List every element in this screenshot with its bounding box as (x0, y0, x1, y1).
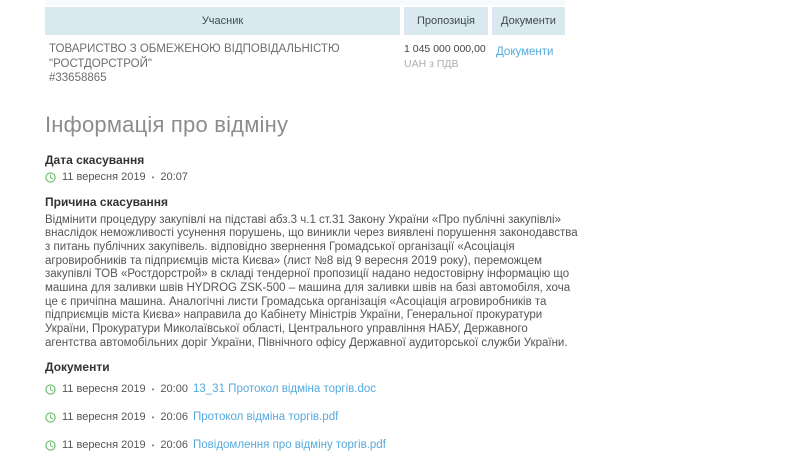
clock-icon (45, 440, 56, 451)
clock-icon (45, 384, 56, 395)
document-link[interactable]: Протокол відміна торгів.pdf (193, 410, 339, 423)
document-row (45, 439, 800, 452)
document-time: 20:00 (160, 382, 188, 395)
participant-name: ТОВАРИСТВО З ОБМЕЖЕНОЮ ВІДПОВІДАЛЬНІСТЮ "РОСТДОРСТРОЙ" (49, 43, 340, 70)
column-header-documents: Документи (492, 7, 565, 35)
document-time: 20:06 (160, 410, 188, 423)
proposal-amount: 1 045 000 000,00 (404, 43, 486, 55)
column-header-participant: Учасник (45, 7, 400, 35)
cancellation-date-row (45, 171, 800, 184)
dot-separator: • (151, 440, 155, 450)
document-link[interactable]: 13_31 Протокол відміна торгів.doc (193, 382, 377, 395)
clock-icon (45, 412, 56, 423)
document-link[interactable]: Повідомлення про відміну торгів.pdf (193, 438, 386, 451)
dot-separator: • (151, 384, 155, 394)
proposal-currency: UAH з ПДВ (404, 57, 459, 70)
document-date: 11 вересня 2019 (62, 410, 146, 423)
documents-cell (492, 42, 565, 86)
participant-cell (45, 42, 400, 86)
document-meta (45, 439, 193, 452)
column-header-proposal: Пропозиція (404, 7, 488, 35)
document-date: 11 вересня 2019 (62, 438, 146, 451)
dot-separator: • (151, 172, 155, 182)
participant-documents-link[interactable]: Документи (496, 46, 554, 58)
cancellation-time: 20:07 (160, 170, 188, 183)
cancellation-reason-text: Відмінити процедуру закупівлі на підставі абз.3 ч.1 ст.31 Закону України «Про публічні закупівлі» внаслідок неможливості усунення порушень, що виникли через виявлені порушення законодавства з питань публічних закупівель. відповідно звернення Громадської організації «Асоціація агровиробників та підприємців міста Києва» (лист №8 від 9 вересня 2019 року), переможцем закупівлі ТОВ «Ростдорстрой» в складі тендерної пропозиції надано недостовірну інформацію що машина для заливки швів HYDROG ZSK-500 – машина для заливки швів на базі автомобіля, хоча це є причіпна машина. Аналогічні листи Громадська організація «Асоціація агровиробників та підприємців міста Києва» направила до Кабінету Міністрів України, Генеральної прокуратури України, Прокуратури Миколаївської області, Центрального управління НАБУ, Державного агентства автомобільних доріг України, Північного офісу Державної аудиторської служби України. (45, 213, 578, 349)
document-meta (45, 383, 193, 396)
page-title: Інформація про відміну (45, 111, 289, 137)
cancellation-date: 11 вересня 2019 (62, 170, 146, 183)
document-date: 11 вересня 2019 (62, 382, 146, 395)
document-time: 20:06 (160, 438, 188, 451)
cancellation-reason-label: Причина скасування (45, 194, 169, 209)
clock-icon (45, 172, 56, 183)
participant-id: #33658865 (49, 72, 107, 84)
table-top-edge (45, 0, 565, 5)
document-row (45, 383, 800, 396)
documents-section-label: Документи (45, 359, 110, 374)
participants-table-header (45, 7, 565, 35)
proposal-cell (404, 42, 488, 86)
table-row (45, 35, 565, 86)
dot-separator: • (151, 412, 155, 422)
cancellation-date-label: Дата скасування (45, 152, 145, 167)
